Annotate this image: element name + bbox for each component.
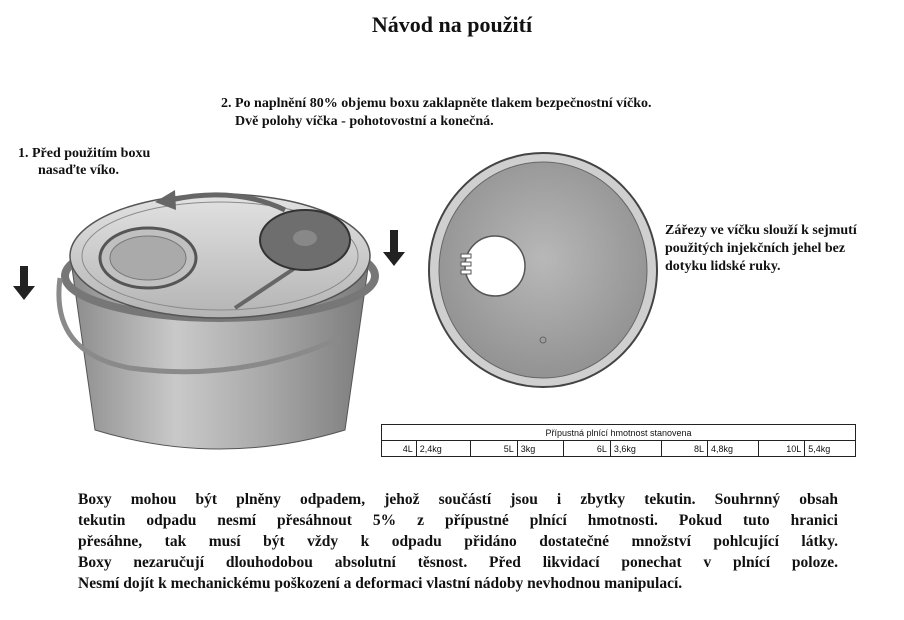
paragraph-line-1: Boxy mohou být plněny odpadem, jehož součástí jsou i zbytky tekutin. Souhrnný obsah xyxy=(78,491,838,508)
weight-cell: 3,6kg xyxy=(610,441,661,457)
notch-note-line-1: Zářezy ve víčku slouží k sejmutí xyxy=(665,223,857,238)
weight-cell: 2,4kg xyxy=(416,441,471,457)
volume-cell: 5L xyxy=(471,441,518,457)
disposal-paragraph xyxy=(78,489,838,594)
volume-cell: 10L xyxy=(758,441,805,457)
volume-cell: 4L xyxy=(382,441,417,457)
notch-note xyxy=(665,222,895,276)
lid-photo xyxy=(425,150,661,390)
weight-cell: 4,8kg xyxy=(708,441,759,457)
weight-cell: 3kg xyxy=(517,441,564,457)
volume-cell: 6L xyxy=(564,441,611,457)
notch-note-line-3: dotyku lidské ruky. xyxy=(665,259,781,274)
step-2-line-1: 2. Po naplnění 80% objemu boxu zaklapněte tlakem bezpečnostní víčko. xyxy=(221,96,652,111)
paragraph-line-4: Boxy nezaručují dlouhodobou absolutní těsnost. Před likvidací ponechat v plnící poloze. xyxy=(78,554,838,571)
fill-weight-table xyxy=(381,424,856,457)
notch-note-line-2: použitých injekčních jehel bez xyxy=(665,241,846,256)
step-2-instruction xyxy=(221,95,741,131)
paragraph-line-3: přesáhne, tak musí být vždy k odpadu přidáno dostatečné množství pohlcující látky. xyxy=(78,533,838,550)
step-2-line-2: Dvě polohy víčka - pohotovostní a konečná. xyxy=(235,114,494,129)
volume-cell: 8L xyxy=(661,441,708,457)
fill-table-header: Přípustná plnící hmotnost stanovena xyxy=(382,425,856,441)
step-1-line-1: 1. Před použitím boxu xyxy=(18,146,151,161)
fill-table-row xyxy=(382,441,856,457)
step-1-line-2: nasaďte víko. xyxy=(38,163,120,178)
page-title: Návod na použití xyxy=(371,12,533,37)
paragraph-line-5: Nesmí dojít k mechanickému poškození a deformaci vlastní nádoby nevhodnou manipulací. xyxy=(78,575,683,592)
weight-cell: 5,4kg xyxy=(805,441,856,457)
container-photo xyxy=(10,168,410,468)
paragraph-line-2: tekutin odpadu nesmí přesáhnout 5% z přípustné plnící hmotnosti. Pokud tuto hranici xyxy=(78,512,838,529)
